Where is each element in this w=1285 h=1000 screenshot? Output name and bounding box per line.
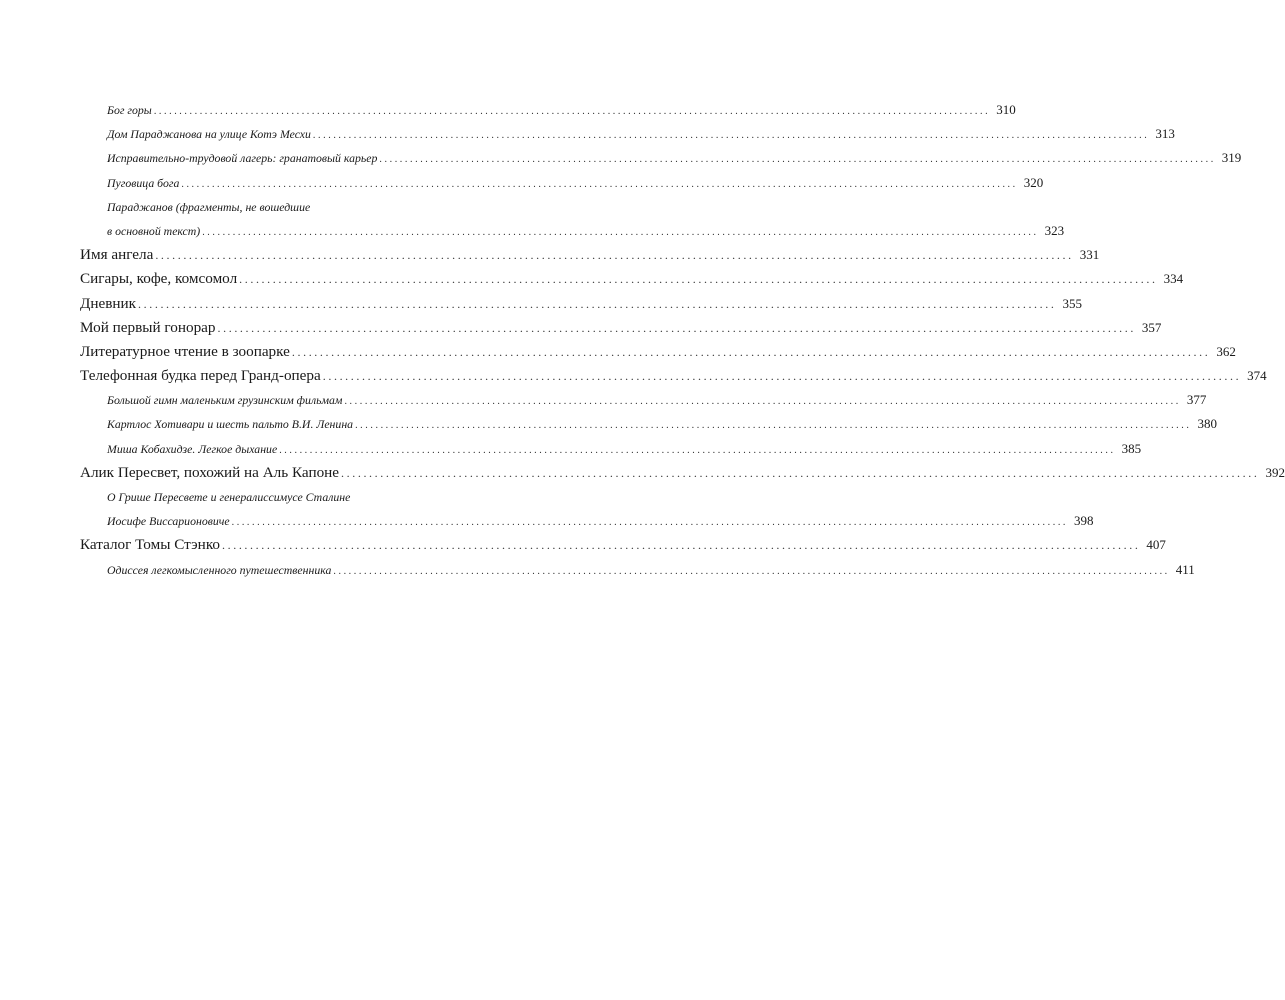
leader-dots: ....................................................................................................................................................................: [344, 396, 1181, 408]
toc-chapter-page: 334: [1163, 271, 1184, 287]
toc-chapter: [80, 267, 1184, 291]
toc-entry-page: 385: [1121, 440, 1142, 456]
toc-chapter: [80, 292, 1082, 316]
toc-entry-page: 398: [1074, 513, 1094, 529]
leader-dots: ....................................................................................................................................................................: [217, 320, 1136, 335]
toc-entry-title: Миша Кобахидзе. Легкое дыхание: [107, 441, 278, 456]
toc-chapter-page: 392: [1265, 464, 1285, 480]
toc-entry: [80, 388, 1207, 412]
toc-entry-title: Пуговица бога: [107, 175, 180, 190]
toc-entry-page: 380: [1197, 416, 1217, 432]
toc-chapter-title: Алик Пересвет, похожий на Аль Капоне: [80, 463, 340, 481]
toc-entry: [80, 122, 1175, 146]
leader-dots: ....................................................................................................................................................................: [155, 248, 1074, 263]
toc-chapter-page: 407: [1146, 537, 1166, 553]
toc-entry: [80, 509, 1094, 533]
leader-dots: ....................................................................................................................................................................: [291, 344, 1211, 359]
toc-entry-first-line: [80, 195, 502, 219]
toc-entry-page: 313: [1155, 126, 1175, 142]
toc-chapter-title: Мой первый гонорар: [80, 318, 216, 336]
toc-entry: [80, 437, 1142, 461]
toc-entry: [80, 171, 1044, 195]
toc-entry-first-line: [80, 485, 502, 509]
toc-chapter-page: 362: [1216, 343, 1236, 359]
leader-dots: ....................................................................................................................................................................: [322, 369, 1242, 384]
leader-dots: ....................................................................................................................................................................: [222, 538, 1141, 553]
leader-dots: ....................................................................................................................................................................: [231, 517, 1069, 529]
toc-chapter-page: 355: [1062, 295, 1082, 311]
toc-entry-title: О Грише Пересвете и генералиссимусе Сталине: [107, 490, 351, 504]
leader-dots: ....................................................................................................................................................................: [333, 565, 1170, 577]
leader-dots: ....................................................................................................................................................................: [341, 465, 1260, 480]
toc-chapter-title: Литературное чтение в зоопарке: [80, 342, 290, 360]
toc-chapter: [80, 243, 1100, 267]
toc-chapter: [80, 364, 1267, 388]
toc-entry-page: 310: [996, 102, 1016, 117]
toc-entry-page: 377: [1186, 392, 1207, 408]
toc-chapter: [80, 533, 1166, 557]
toc-chapter-title: Каталог Томы Стэнко: [80, 536, 221, 554]
toc-chapter: [80, 316, 1162, 340]
toc-entry-title-continued: Иосифе Виссарионовиче: [107, 514, 230, 529]
toc-chapter-title: Сигары, кофе, комсомол: [80, 270, 238, 288]
toc-entry-page: 319: [1221, 150, 1242, 166]
leader-dots: ....................................................................................................................................................................: [202, 226, 1039, 238]
toc-entry-title-continued: в основной текст): [107, 223, 201, 238]
toc-entry-page: 323: [1044, 222, 1065, 238]
toc-chapter-page: 331: [1079, 247, 1100, 263]
leader-dots: ....................................................................................................................................................................: [379, 154, 1216, 166]
toc-entry: [80, 558, 1195, 582]
toc-chapter: [80, 340, 1236, 364]
leader-dots: ....................................................................................................................................................................: [181, 178, 1018, 190]
toc-entry: [80, 412, 1217, 436]
toc-entry-title: Параджанов (фрагменты, не вошедшие: [107, 199, 311, 214]
leader-dots: ....................................................................................................................................................................: [279, 444, 1116, 456]
toc-chapter: [80, 461, 1285, 485]
leader-dots: ....................................................................................................................................................................: [312, 130, 1150, 142]
toc-entry: [80, 98, 1016, 122]
toc-entry-page: 411: [1175, 561, 1195, 577]
toc-entry-page: 320: [1023, 174, 1044, 190]
toc-chapter-page: 374: [1247, 368, 1267, 384]
toc-entry-title: Одиссея легкомысленного путешественника: [107, 562, 332, 577]
toc-entry-title: Исправительно-трудовой лагерь: гранатовый карьер: [107, 151, 378, 166]
toc-entry: [80, 146, 1242, 170]
toc-entry-title: Бог горы: [107, 103, 152, 117]
table-of-contents: [80, 98, 1285, 582]
toc-chapter-title: Телефонная будка перед Гранд-опера: [80, 367, 321, 385]
leader-dots: ....................................................................................................................................................................: [239, 272, 1158, 287]
toc-chapter-page: 357: [1141, 319, 1162, 335]
toc-entry-title: Картлос Хотивари и шесть пальто В.И. Ленина: [107, 417, 354, 432]
toc-entry: [80, 219, 1065, 243]
toc-entry-title: Дом Параджанова на улице Котэ Месхи: [107, 127, 311, 142]
leader-dots: ....................................................................................................................................................................: [138, 296, 1057, 311]
toc-chapter-title: Дневник: [80, 294, 137, 312]
toc-entry-title: Большой гимн маленьким грузинским фильмам: [107, 393, 343, 408]
leader-dots: ....................................................................................................................................................................: [355, 420, 1192, 432]
leader-dots: ....................................................................................................................................................................: [153, 106, 991, 117]
toc-chapter-title: Имя ангела: [80, 246, 154, 264]
